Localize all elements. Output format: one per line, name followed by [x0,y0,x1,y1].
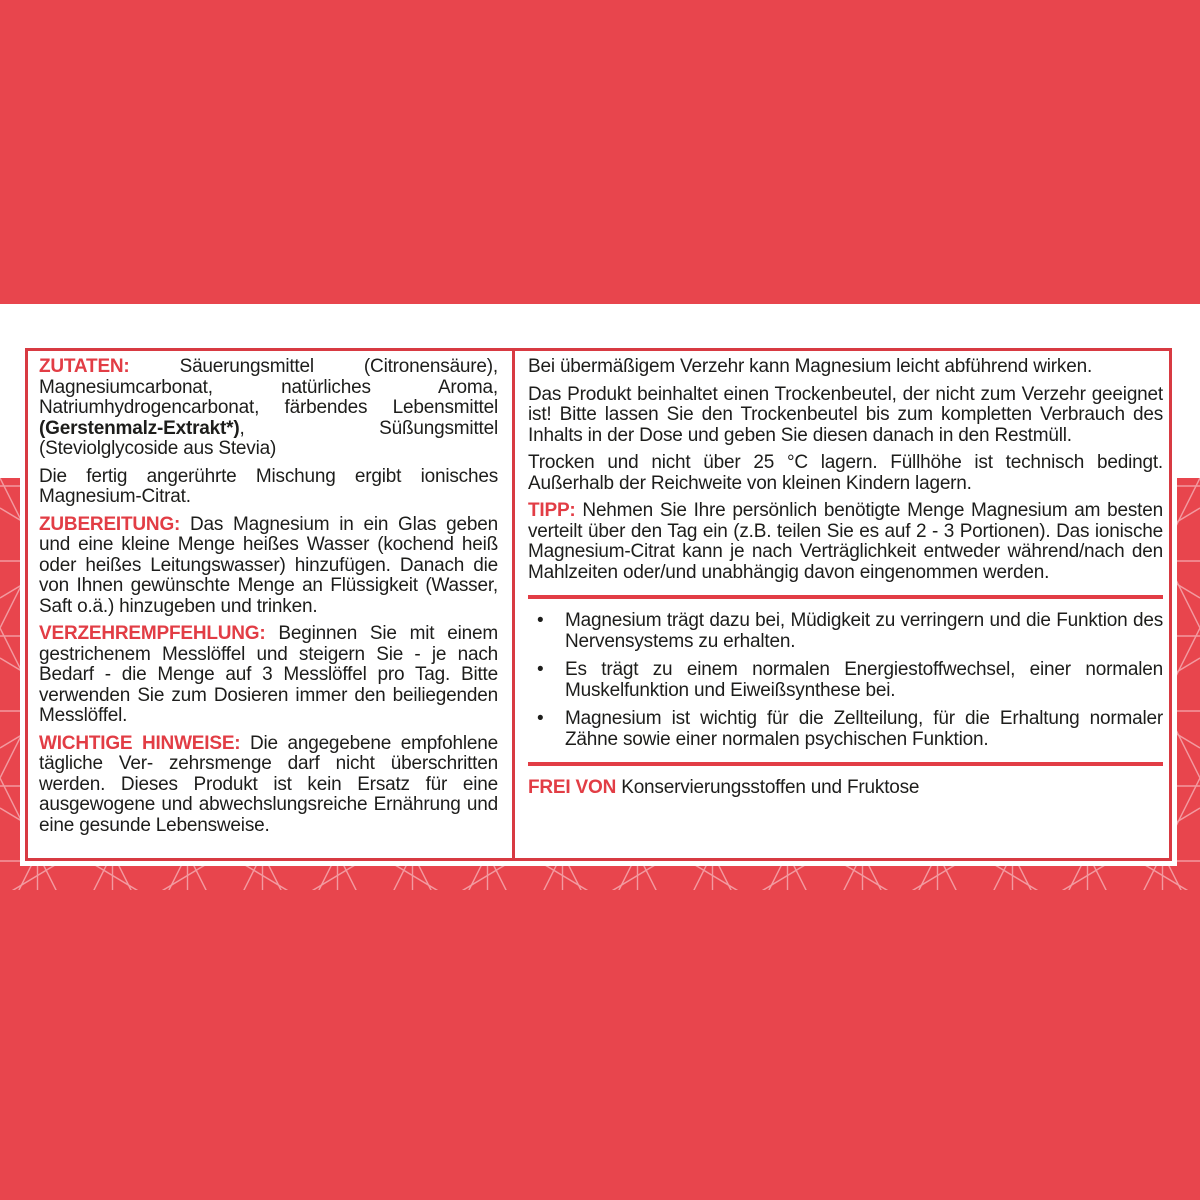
text-run: , Süßungsmittel (Steviolglycoside aus Stevia) [39,417,498,459]
text-run: (Gerstenmalz-Extrakt*) [39,417,240,439]
paragraph [39,357,498,460]
paragraph [528,778,1163,799]
bullet-icon: • [537,610,544,631]
right-column [515,351,1169,858]
paragraph [528,385,1163,447]
paragraph [39,467,498,508]
text-run: Das Produkt beinhaltet einen Trockenbeutel, der nicht zum Verzehr geeignet ist! Bitte lassen Sie den Trockenbeutel bis zum kompletten Verbrauch des Inhalts in der Dose und geben Sie diesen danach in den Restmüll. [528,383,1163,446]
benefit-text: Es trägt zu einem normalen Energiestoffwechsel, einer normalen Muskelfunktion und Eiweißsynthese bei. [565,659,1163,701]
paragraph [39,515,498,618]
section-divider-rule [528,595,1163,599]
text-run: Nehmen Sie Ihre persönlich benötigte Menge Magnesium am besten verteilt über den Tag ein (z.B. teilen Sie es auf 2 - 3 Portionen). Das ionische Magnesium-Citrat kann je nach Verträglichkeit entweder während/nach den Mahlzeiten oder/und unabhängig davon eingenommen werden. [528,500,1163,583]
section-heading: TIPP: [528,500,583,521]
section-divider-rule [528,762,1163,766]
benefit-text: Magnesium ist wichtig für die Zellteilung, für die Erhaltung normaler Zähne sowie einer normalen psychischen Funktion. [565,708,1163,750]
label-sheet [20,343,1177,866]
section-heading: ZUTATEN: [39,356,180,377]
section-heading: ZUBEREITUNG: [39,513,190,535]
paragraph [528,501,1163,583]
benefit-item [528,660,1163,701]
paragraph [528,453,1163,494]
paragraph [528,357,1163,378]
benefit-item [528,709,1163,750]
text-run: Säuerungsmittel (Citronensäure), Magnesiumcarbonat, natürliches Aroma, Natriumhydrogencarbonat, färbendes Lebensmittel [39,356,498,418]
text-run: Das Magnesium in ein Glas geben und eine kleine Menge heißes Wasser (kochend heiß oder heißes Leitungswasser) hinzufügen. Danach die von Ihnen gewünschte Menge an Flüssigkeit (Wasser, Saft o.ä.) hinzugeben und trinken. [39,513,498,617]
benefit-item [528,611,1163,652]
text-run: Die angegebene empfohlene tägliche Ver- zehrsmenge darf nicht überschritten werden. Dieses Produkt ist kein Ersatz für eine ausgewogene und abwechslungsreiche Ernährung und eine gesunde Lebensweise. [39,732,498,836]
text-run: Beginnen Sie mit einem gestrichenem Messlöffel und steigern Sie - je nach Bedarf - die Menge auf 3 Messlöffel pro Tag. Bitte verwenden Sie zum Dosieren immer den beiliegenden Messlöffel. [39,623,498,726]
section-heading: FREI VON [528,777,622,798]
top-red-band [0,0,1200,304]
text-run: Die fertig angerührte Mischung ergibt ionisches Magnesium-Citrat. [39,465,498,507]
left-column [28,351,512,858]
text-run: Trocken und nicht über 25 °C lagern. Füllhöhe ist technisch bedingt. Außerhalb der Reichweite von kleinen Kindern lagern. [528,452,1163,494]
section-heading: WICHTIGE HINWEISE: [39,732,250,754]
text-run: Bei übermäßigem Verzehr kann Magnesium leicht abführend wirken. [528,356,1093,377]
benefits-list [528,611,1163,750]
text-run: Konservierungsstoffen und Fruktose [621,777,920,798]
bullet-icon: • [537,659,544,680]
bottom-red-band [0,890,1200,1200]
paragraph [39,624,498,727]
bullet-icon: • [537,708,544,729]
benefit-text: Magnesium trägt dazu bei, Müdigkeit zu verringern und die Funktion des Nervensystems zu erhalten. [565,610,1163,652]
paragraph [39,734,498,837]
label-frame [25,348,1172,861]
section-heading: VERZEHREMPFEHLUNG: [39,623,279,644]
